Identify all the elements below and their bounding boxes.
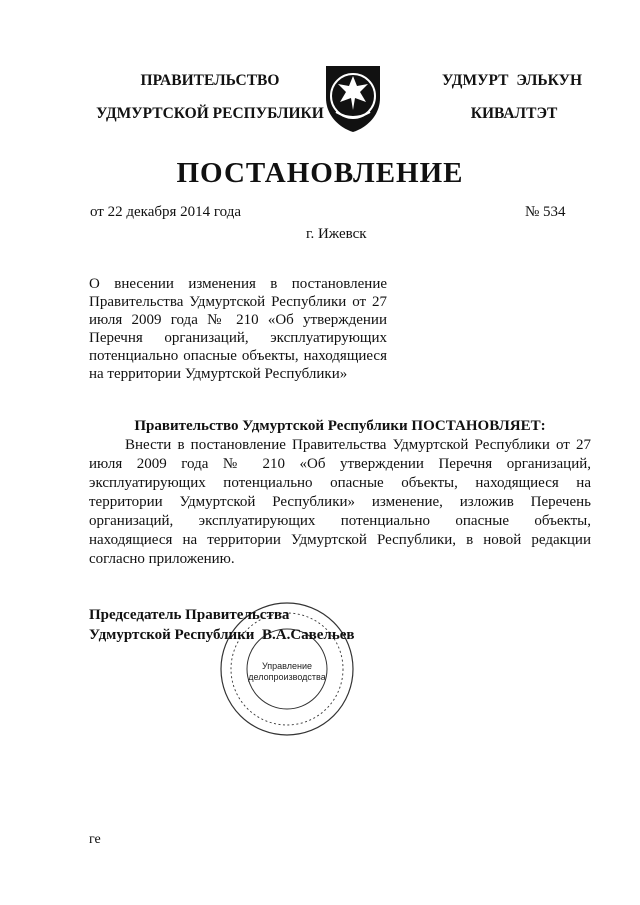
header-right-line2: КИВАЛТЭТ <box>470 105 558 122</box>
decree-text: Внести в постановление Правительства Удмуртской Республики от 27 июля 2009 года № 210 «Об утверждении Перечня организаций, эксплуатирующих потенциально опасные объекты, находящиеся на территории Удмуртской Республики» изменение, изложив Перечень организаций, эксплуатирующих потенциально опасные объекты, находящиеся на территории Удмуртской Республики, в новой редакции согласно приложению. <box>89 437 591 567</box>
document-subject: О внесении изменения в постановление Правительства Удмуртской Республики от 27 июля 2009 года № 210 «Об утверждении Перечня организаций, эксплуатирующих потенциально опасные объекты, находящиеся на территории Удмуртской Республики» <box>89 276 387 382</box>
header-left-line1: ПРАВИТЕЛЬСТВО <box>140 72 280 89</box>
signature-name: В.А.Савельев <box>262 627 355 643</box>
header-right-line1: УДМУРТ ЭЛЬКУН <box>441 72 583 89</box>
stamp-text: Управление делопроизводства <box>248 661 326 682</box>
signature-title-line1: Председатель Правительства <box>89 607 290 623</box>
coat-of-arms-icon <box>322 62 384 134</box>
decree-lead: Правительство Удмуртской Республики ПОСТАНОВЛЯЕТ: <box>134 418 546 434</box>
header-left-line2: УДМУРТСКОЙ РЕСПУБЛИКИ <box>96 105 324 122</box>
document-title: ПОСТАНОВЛЕНИЕ <box>176 157 464 189</box>
document-number: № 534 <box>525 204 566 220</box>
footer-mark: ге <box>89 832 101 847</box>
document-date: от 22 декабря 2014 года <box>90 204 242 220</box>
document-city: г. Ижевск <box>306 226 367 242</box>
signature-title-line2: Удмуртской Республики <box>89 627 255 643</box>
